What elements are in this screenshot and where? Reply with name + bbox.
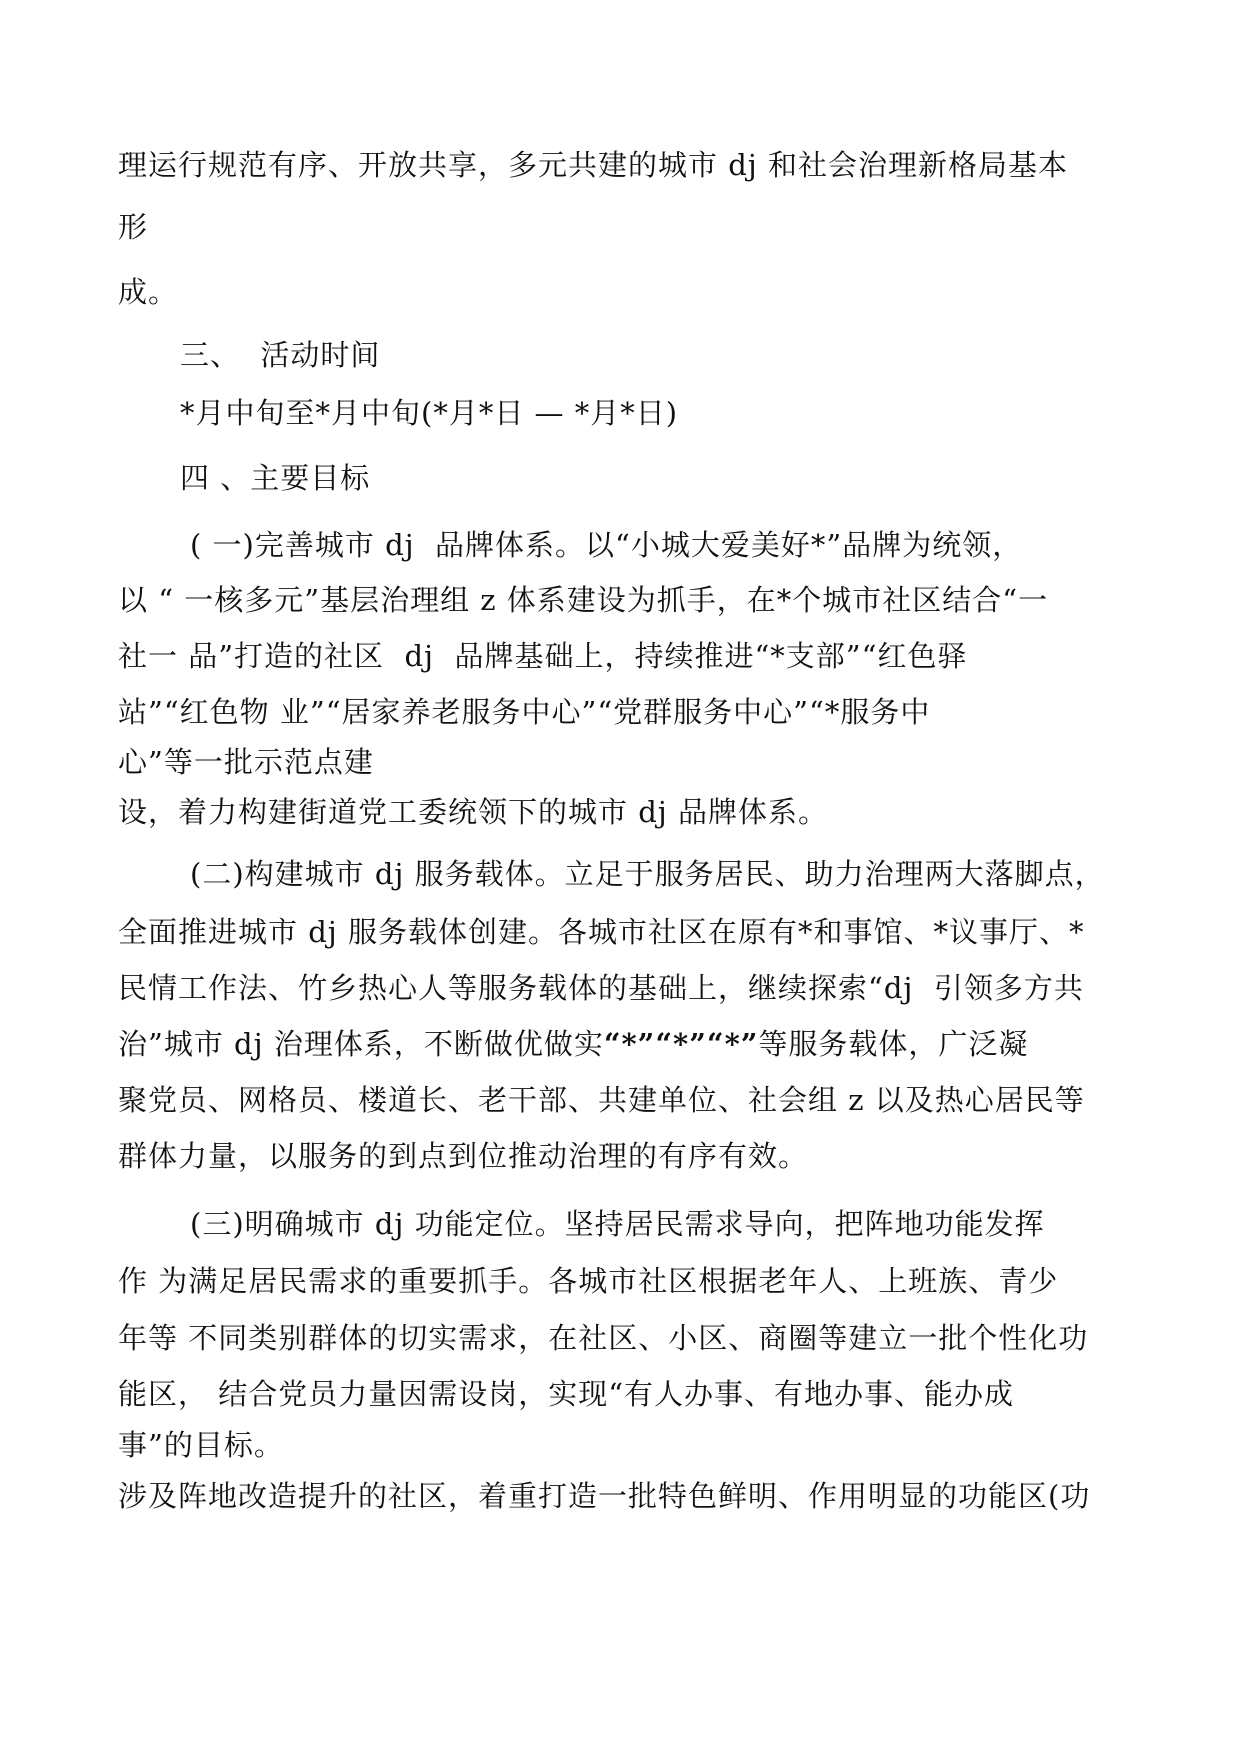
body-text-line: 成。 bbox=[118, 275, 179, 309]
body-text-line: 群体力量，以服务的到点到位推动治理的有序有效。 bbox=[118, 1139, 809, 1173]
body-text-line: 设，着力构建街道党工委统领下的城市 dj 品牌体系。 bbox=[118, 795, 828, 829]
body-text-line: 能区， 结合党员力量因需设岗，实现“有人办事、有地办事、能办成 bbox=[118, 1377, 1015, 1411]
body-text-line: 事”的目标。 bbox=[118, 1428, 284, 1462]
body-text-line: 作 为满足居民需求的重要抓手。各城市社区根据老年人、上班族、青少 bbox=[118, 1264, 1059, 1298]
body-text-line: ( 一)完善城市 dj 品牌体系。以“小城大爱美好*”品牌为统领， bbox=[190, 528, 1023, 562]
body-text-line: (三)明确城市 dj 功能定位。坚持居民需求导向，把阵地功能发挥 bbox=[190, 1207, 1045, 1241]
body-text-line: *月中旬至*月中旬(*月*日 — *月*日) bbox=[180, 396, 679, 430]
body-text-line: 涉及阵地改造提升的社区，着重打造一批特色鲜明、作用明显的功能区(功 bbox=[118, 1479, 1091, 1513]
body-text-fragment: 等服务载体，广泛凝 bbox=[758, 1027, 1029, 1061]
body-text-line: 以 “ 一核多元”基层治理组 z 体系建设为抓手，在*个城市社区结合“一 bbox=[118, 583, 1049, 617]
body-text-line: 社一 品”打造的社区 dj 品牌基础上，持续推进“*支部”“红色驿 bbox=[118, 639, 968, 673]
body-text-line: (二)构建城市 dj 服务载体。立足于服务居民、助力治理两大落脚点， bbox=[190, 857, 1105, 891]
body-text-fragment: 治”城市 dj 治理体系，不断做优做实 bbox=[118, 1027, 604, 1061]
body-text-line: 理运行规范有序、开放共享，多元共建的城市 dj 和社会治理新格局基本 bbox=[118, 148, 1068, 182]
body-text-line: 形 bbox=[118, 210, 149, 244]
body-text-line: 年等 不同类别群体的切实需求，在社区、小区、商圈等建立一批个性化功 bbox=[118, 1321, 1089, 1355]
body-text-line: 站”“红色物 业”“居家养老服务中心”“党群服务中心”“*服务中 bbox=[118, 695, 931, 729]
body-text-line: 民情工作法、竹乡热心人等服务载体的基础上，继续探索“dj 引领多方共 bbox=[118, 971, 1084, 1005]
section-heading: 四 、主要目标 bbox=[180, 461, 371, 495]
body-text-line bbox=[118, 1024, 1028, 1064]
section-heading: 三、 活动时间 bbox=[180, 338, 381, 372]
body-text-line: 聚党员、网格员、楼道长、老干部、共建单位、社会组 z 以及热心居民等 bbox=[118, 1083, 1085, 1117]
body-text-line: 心”等一批示范点建 bbox=[118, 745, 374, 779]
body-text-line: 全面推进城市 dj 服务载体创建。各城市社区在原有*和事馆、*议事厅、* bbox=[118, 915, 1085, 949]
bold-quotes: “*”“*”“*” bbox=[603, 1027, 759, 1061]
